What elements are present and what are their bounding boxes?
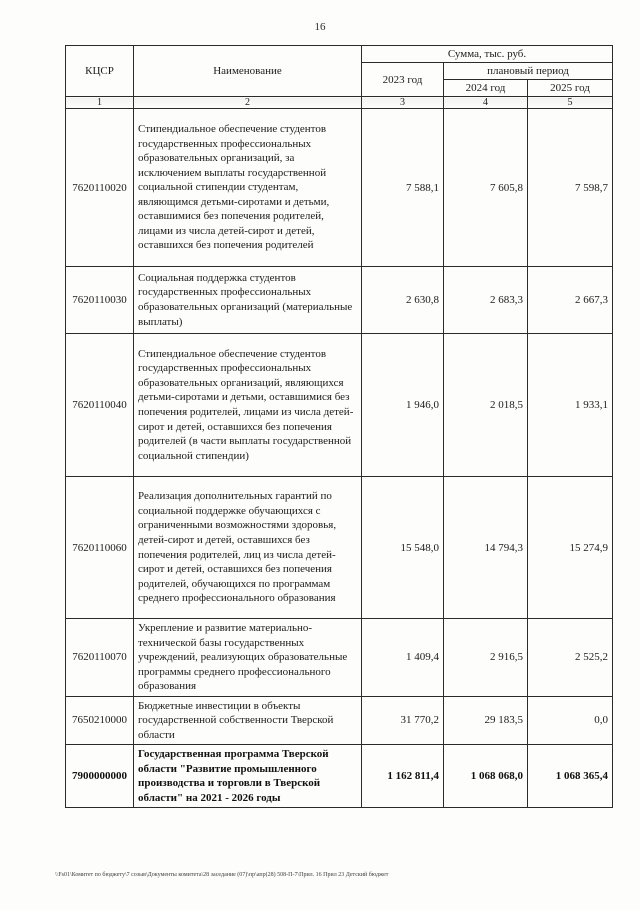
- document-file-path: \\Fs01\Комитет по бюджету\7 созыв\Документы комитета\28 заседание (07)\пр\апр(28) 508-П-7\Прил. 16 Прил 23 Детский бюджет: [55, 872, 389, 878]
- row-value-2024: 2 916,5: [444, 619, 528, 697]
- row-name: Стипендиальное обеспечение студентов государственных профессиональных образовательных организаций, за исключением выплаты государственной социальной стипендии студентам, являющимся детьми-сиротами и детьми, оставшимися без попечения родителей, лицами из числа детей-сирот и детей, оставшихся без попечения родителей: [134, 109, 362, 267]
- row-value-2025: 2 667,3: [528, 267, 613, 334]
- row-name: Стипендиальное обеспечение студентов государственных профессиональных образовательных организаций, являющихся детьми-сиротами и детьми, оставшимися без попечения родителей, лицами из числа детей-сирот и детей, оставшихся без попечения родителей (в части выплаты государственной социальной стипендии): [134, 334, 362, 477]
- row-value-2023: 1 409,4: [362, 619, 444, 697]
- row-value-2025: 1 068 365,4: [528, 745, 613, 808]
- table-row: [66, 619, 613, 697]
- table-header: [66, 46, 613, 109]
- row-value-2023: 15 548,0: [362, 477, 444, 619]
- row-value-2023: 2 630,8: [362, 267, 444, 334]
- row-name: Реализация дополнительных гарантий по социальной поддержке обучающихся с ограниченными возможностями здоровья, детей-сирот и детей, оставшихся без попечения родителей, лиц из числа детей-сирот и детей, оставшихся без попечения родителей, обучающихся по программам среднего профессионального образования: [134, 477, 362, 619]
- column-number: 3: [362, 97, 444, 109]
- row-value-2025: 0,0: [528, 696, 613, 745]
- row-code: 7620110020: [66, 109, 134, 267]
- table-row: [66, 696, 613, 745]
- row-name: Государственная программа Тверской области "Развитие промышленного производства и торговли в Тверской области" на 2021 - 2026 годы: [134, 745, 362, 808]
- row-value-2024: 2 683,3: [444, 267, 528, 334]
- row-code: 7620110070: [66, 619, 134, 697]
- row-value-2024: 2 018,5: [444, 334, 528, 477]
- row-value-2025: 2 525,2: [528, 619, 613, 697]
- row-name: Бюджетные инвестиции в объекты государственной собственности Тверской области: [134, 696, 362, 745]
- row-value-2023: 7 588,1: [362, 109, 444, 267]
- row-value-2024: 7 605,8: [444, 109, 528, 267]
- table-row: [66, 477, 613, 619]
- row-code: 7620110060: [66, 477, 134, 619]
- row-value-2025: 7 598,7: [528, 109, 613, 267]
- row-name: Социальная поддержка студентов государственных профессиональных образовательных организаций (материальные выплаты): [134, 267, 362, 334]
- row-value-2025: 1 933,1: [528, 334, 613, 477]
- row-code: 7620110040: [66, 334, 134, 477]
- header-year-2023: 2023 год: [362, 63, 444, 97]
- header-plan-period: плановый период: [444, 63, 613, 80]
- row-value-2023: 1 946,0: [362, 334, 444, 477]
- row-value-2024: 14 794,3: [444, 477, 528, 619]
- row-name: Укрепление и развитие материально-технической базы государственных учреждений, реализующих образовательные программы среднего профессионального образования: [134, 619, 362, 697]
- row-value-2025: 15 274,9: [528, 477, 613, 619]
- row-value-2024: 1 068 068,0: [444, 745, 528, 808]
- page-number: 16: [314, 21, 326, 33]
- row-code: 7620110030: [66, 267, 134, 334]
- row-code: 7650210000: [66, 696, 134, 745]
- budget-table: [65, 45, 613, 808]
- header-sum-title: Сумма, тыс. руб.: [362, 46, 613, 63]
- row-code: 7900000000: [66, 745, 134, 808]
- column-number: 5: [528, 97, 613, 109]
- table-row: [66, 109, 613, 267]
- column-number-row: [66, 97, 613, 109]
- column-number: 1: [66, 97, 134, 109]
- table-row: [66, 334, 613, 477]
- table-row-total-program: [66, 745, 613, 808]
- header-year-2025: 2025 год: [528, 80, 613, 97]
- column-number: 4: [444, 97, 528, 109]
- row-value-2023: 1 162 811,4: [362, 745, 444, 808]
- column-number: 2: [134, 97, 362, 109]
- row-value-2023: 31 770,2: [362, 696, 444, 745]
- header-name: Наименование: [134, 46, 362, 97]
- table-row: [66, 267, 613, 334]
- row-value-2024: 29 183,5: [444, 696, 528, 745]
- header-kcsr: КЦСР: [66, 46, 134, 97]
- header-year-2024: 2024 год: [444, 80, 528, 97]
